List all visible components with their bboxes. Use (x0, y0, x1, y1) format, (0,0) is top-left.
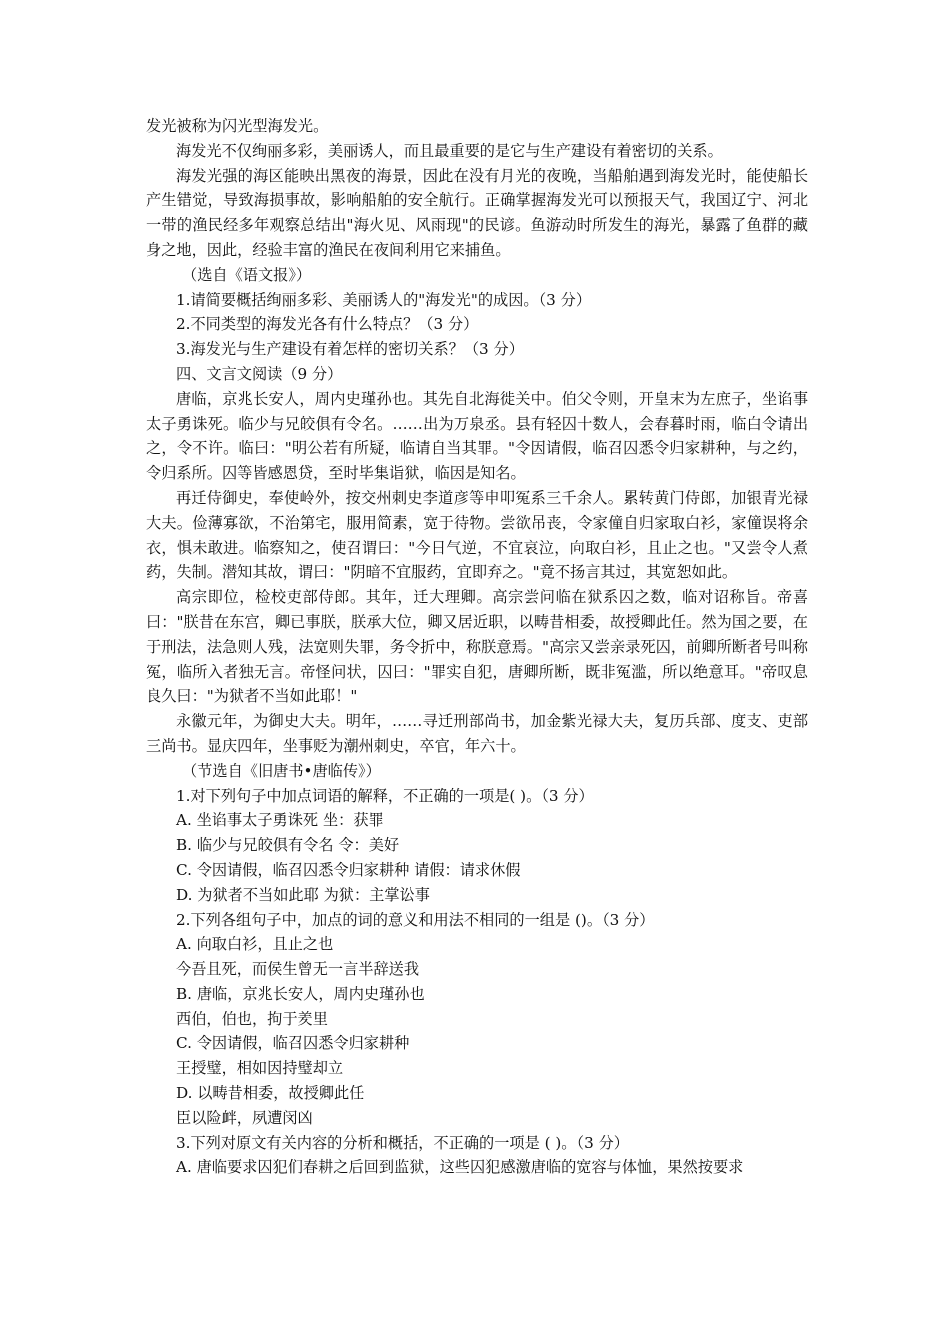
answer-option: B. 临少与兄皎俱有令名 令：美好 (176, 836, 400, 855)
option-pair-line: 今吾且死，而侯生曾无一言半辞送我 (176, 960, 419, 979)
option-pair-line: 西伯，伯也，拘于羑里 (176, 1009, 328, 1028)
classical-paragraph: 永徽元年，为御史大夫。明年，……寻迁刑部尚书，加金紫光禄大夫，复历兵部、度支、吏部三尚书。显庆四年，坐事贬为潮州刺史，卒官，年六十。 (146, 712, 808, 755)
classical-paragraph: 再迁侍御史，奉使岭外，按交州刺史李道彦等申叩冤系三千余人。累转黄门侍郎，加银青光禄大夫。俭薄寡欲，不治第宅，服用简素，宽于待物。尝欲吊丧，令家僮自归家取白衫，家僮误将余衣，惧未敢进。临察知之，使召谓曰："今日气逆，不宜哀泣，向取白衫，且止之也。"又尝令人煮药，失制。潜知其故，谓曰："阴暗不宜服药，宜即弃之。"竟不扬言其过，其宽恕如此。 (146, 488, 808, 582)
passage-paragraph: 发光被称为闪光型海发光。 (146, 117, 329, 135)
answer-option: C. 令因请假，临召囚悉令归家耕种 请假：请求休假 (176, 860, 521, 879)
answer-option: A. 坐谄事太子勇诛死 坐：获罪 (176, 811, 384, 830)
option-pair-line: 王授璧，相如因持璧却立 (176, 1059, 344, 1078)
question: 2.不同类型的海发光各有什么特点？（3 分） (176, 315, 479, 334)
option-pair-line: 臣以险衅，夙遭闵凶 (176, 1108, 313, 1127)
answer-option: D. 为狱者不当如此耶 为狱：主掌讼事 (176, 885, 430, 904)
answer-option: A. 向取白衫，且止之也 (176, 935, 334, 954)
answer-option: C. 令因请假，临召囚悉令归家耕种 (176, 1034, 410, 1053)
source-note: （选自《语文报》） (182, 265, 312, 284)
answer-option: D. 以畴昔相委，故授卿此任 (176, 1084, 365, 1103)
classical-paragraph: 唐临，京兆长安人，周内史瑾孙也。其先自北海徙关中。伯父令则，开皇末为左庶子，坐谄事太子勇诛死。临少与兄皎俱有令名。……出为万泉丞。县有轻囚十数人，会春暮时雨，临白令请出之，令不许。临曰："明公若有所疑，临请自当其罪。"令因请假，临召囚悉令归家耕种，与之约，令归系所。囚等皆感恩贷，至时毕集诣狱，临因是知名。 (146, 389, 808, 483)
section-heading: 四、文言文阅读（9 分） (176, 364, 343, 383)
question: 1.请简要概括绚丽多彩、美丽诱人的"海发光"的成因。（3 分） (176, 290, 592, 309)
answer-option: B. 唐临，京兆长安人，周内史瑾孙也 (176, 984, 425, 1003)
question-stem: 1.对下列句子中加点词语的解释，不正确的一项是( )。（3 分） (176, 786, 594, 805)
question: 3.海发光与生产建设有着怎样的密切关系？（3 分） (176, 340, 524, 359)
classical-paragraph: 高宗即位，检校吏部侍郎。其年，迁大理卿。高宗尝问临在狱系囚之数，临对诏称旨。帝喜曰："朕昔在东宫，卿已事朕，朕承大位，卿又居近职，以畴昔相委，故授卿此任。然为国之要，在于刑法，法急则人残，法宽则失罪，务令折中，称朕意焉。"高宗又尝亲录死囚，前卿所断者号叫称冤，临所入者独无言。帝怪问状，囚曰："罪实自犯，唐卿所断，既非冤滥，所以绝意耳。"帝叹息良久曰："为狱者不当如此耶！" (146, 588, 808, 706)
document-page (146, 114, 808, 1180)
answer-option: A. 唐临要求囚犯们春耕之后回到监狱，这些囚犯感激唐临的宽容与体恤，果然按要求 (176, 1158, 744, 1177)
question-stem: 2.下列各组句子中，加点的词的意义和用法不相同的一组是 ()。（3 分） (176, 910, 655, 929)
passage-paragraph: 海发光强的海区能映出黑夜的海景，因此在没有月光的夜晚，当船舶遇到海发光时，能使船长产生错觉，导致海损事故，影响船舶的安全航行。正确掌握海发光可以预报天气，我国辽宁、河北一带的渔民经多年观察总结出"海火见、风雨现"的民谚。鱼游动时所发生的海光，暴露了鱼群的藏身之地，因此，经验丰富的渔民在夜间利用它来捕鱼。 (146, 166, 808, 259)
passage-paragraph: 海发光不仅绚丽多彩，美丽诱人，而且最重要的是它与生产建设有着密切的关系。 (176, 141, 723, 160)
source-note: （节选自《旧唐书•唐临传》） (182, 761, 381, 780)
question-stem: 3.下列对原文有关内容的分析和概括，不正确的一项是 ( )。（3 分） (176, 1133, 629, 1152)
